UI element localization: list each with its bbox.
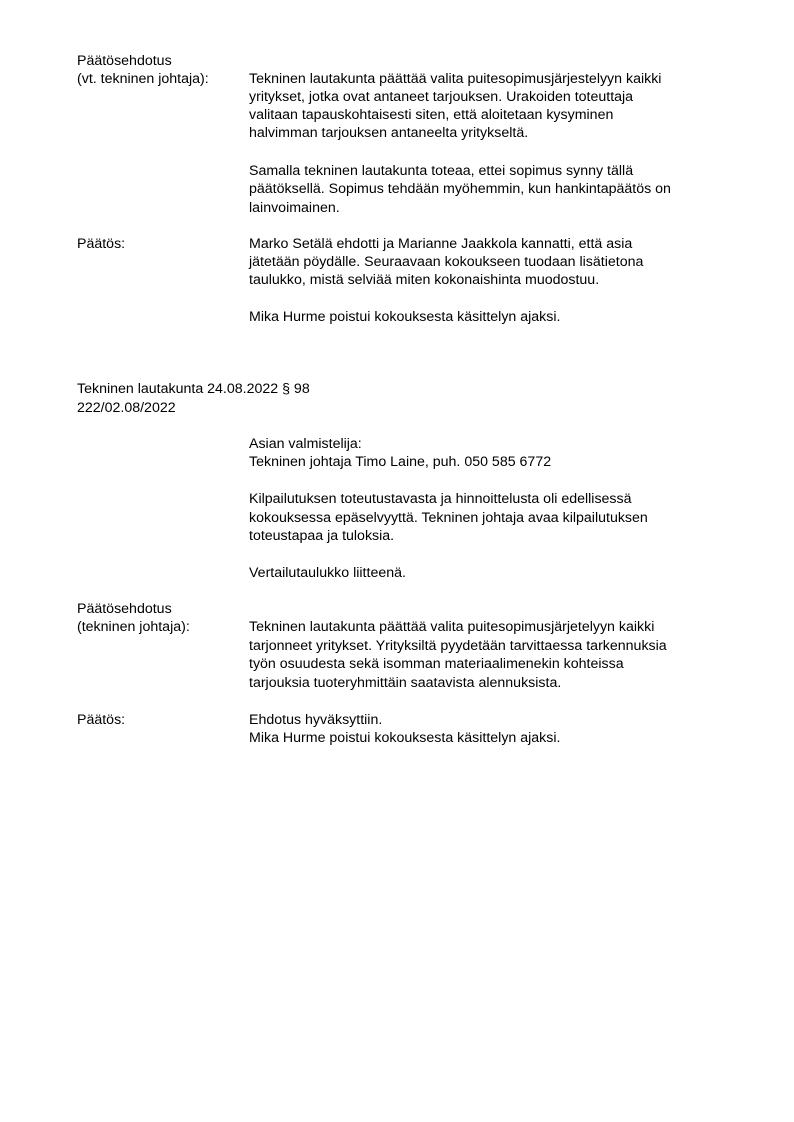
proposal-text-line: halvimman tarjouksen antaneelta yritykseltä. [249, 125, 529, 141]
proposal-text-line: valitaan tapauskohtaisesti siten, että aloitetaan kysyminen [249, 107, 614, 123]
proposal-text-line: yritykset, jotka ovat antaneet tarjouksen. Urakoiden toteuttaja [249, 89, 634, 105]
proposal-by-label: (tekninen johtaja): [77, 619, 190, 635]
proposal-text-line: tarjouksia tuoteryhmittäin saatavista alennuksista. [249, 675, 562, 691]
decision-text-line: taulukko, mistä selviää miten kokonaishinta muodostuu. [249, 272, 600, 288]
proposal-text-line: lainvoimainen. [249, 200, 340, 216]
proposal-text-line: Samalla tekninen lautakunta toteaa, ettei sopimus synny tällä [249, 163, 634, 179]
info-text-line: toteustapaa ja tuloksia. [249, 528, 395, 544]
decision-text-line: Ehdotus hyväksyttiin. [249, 712, 383, 728]
proposal-by-label: (vt. tekninen johtaja): [77, 71, 209, 87]
preparer-label: Asian valmistelija: [249, 436, 362, 452]
proposal-text-line: Tekninen lautakunta päättää valita puitesopimusjärjestelyyn kaikki [249, 71, 662, 87]
decision-text-line: Mika Hurme poistui kokouksesta käsittelyn ajaksi. [249, 730, 561, 746]
proposal-heading: Päätösehdotus [77, 53, 172, 69]
proposal-text-line: Tekninen lautakunta päättää valita puitesopimusjärjetelyyn kaikki [249, 619, 655, 635]
decision-label: Päätös: [77, 236, 126, 252]
case-number: 222/02.08/2022 [77, 400, 176, 416]
decision-label: Päätös: [77, 712, 126, 728]
attachment-note: Vertailutaulukko liitteenä. [249, 565, 406, 581]
proposal-text-line: työn osuudesta sekä isomman materiaalimenekin kohteissa [249, 656, 624, 672]
decision-text-line: jätetään pöydälle. Seuraavaan kokoukseen tuodaan lisätietona [249, 254, 644, 270]
decision-text-line: Marko Setälä ehdotti ja Marianne Jaakkola kannatti, että asia [249, 236, 633, 252]
proposal-text-line: päätöksellä. Sopimus tehdään myöhemmin, kun hankintapäätös on [249, 181, 671, 197]
meeting-title: Tekninen lautakunta 24.08.2022 § 98 [77, 381, 310, 397]
decision-note: Mika Hurme poistui kokouksesta käsittelyn ajaksi. [249, 309, 561, 325]
info-text-line: Kilpailutuksen toteutustavasta ja hinnoittelusta oli edellisessä [249, 491, 632, 507]
proposal-heading: Päätösehdotus [77, 601, 172, 617]
info-text-line: kokouksessa epäselvyyttä. Tekninen johtaja avaa kilpailutuksen [249, 510, 648, 526]
proposal-text-line: tarjonneet yritykset. Yrityksiltä pyydetään tarvittaessa tarkennuksia [249, 638, 667, 654]
preparer-contact: Tekninen johtaja Timo Laine, puh. 050 585 6772 [249, 454, 552, 470]
